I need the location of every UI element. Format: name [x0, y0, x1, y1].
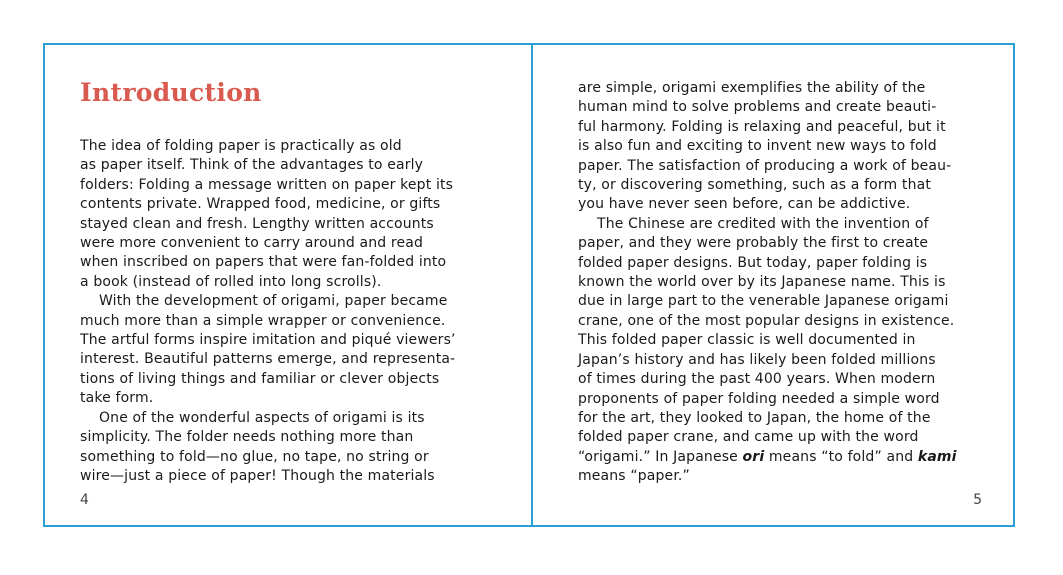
text-line: One of the wonderful aspects of origami is its — [99, 409, 425, 426]
text-line: Japan’s history and has likely been folded millions — [578, 351, 936, 368]
text-line: something to fold—no glue, no tape, no string or — [80, 448, 429, 465]
text-line: proponents of paper folding needed a simple word — [578, 390, 940, 407]
text-line: human mind to solve problems and create beauti- — [578, 99, 937, 116]
page-number-right: 5 — [973, 492, 982, 508]
text-run: “origami.” In Japanese — [578, 448, 743, 465]
text-line: paper. The satisfaction of producing a work of beau- — [578, 157, 952, 174]
left-page — [45, 45, 532, 525]
text-line: for the art, they looked to Japan, the home of the — [578, 409, 931, 426]
text-line: as paper itself. Think of the advantages to early — [80, 157, 424, 174]
text-line: much more than a simple wrapper or convenience. — [80, 312, 446, 329]
book-spread — [43, 43, 1015, 527]
text-line: contents private. Wrapped food, medicine, or gifts — [80, 196, 441, 213]
text-line: are simple, origami exemplifies the ability of the — [578, 80, 926, 96]
text-line: when inscribed on papers that were fan-folded into — [80, 254, 447, 271]
text-line: The Chinese are credited with the invention of — [597, 215, 929, 232]
right-page — [532, 45, 1013, 525]
text-line: interest. Beautiful patterns emerge, and representa- — [80, 351, 456, 368]
text-line: folded paper designs. But today, paper folding is — [578, 254, 928, 271]
text-line: paper, and they were probably the first to create — [578, 235, 929, 252]
text-line: tions of living things and familiar or clever objects — [80, 370, 440, 387]
right-page-body — [578, 79, 957, 487]
text-line: means “paper.” — [578, 468, 690, 485]
text-line: you have never seen before, can be addictive. — [578, 196, 911, 213]
text-line: simplicity. The folder needs nothing more than — [80, 429, 414, 446]
text-line: is also fun and exciting to invent new ways to fold — [578, 138, 937, 155]
text-line: take form. — [80, 390, 154, 407]
text-line: wire—just a piece of paper! Though the materials — [80, 467, 435, 484]
text-line: ful harmony. Folding is relaxing and peaceful, but it — [578, 118, 946, 135]
page-number-left: 4 — [80, 492, 89, 508]
text-line: of times during the past 400 years. When modern — [578, 371, 936, 388]
chapter-title: Introduction — [80, 78, 262, 107]
text-line: ty, or discovering something, such as a form that — [578, 177, 931, 194]
text-line: were more convenient to carry around and read — [80, 235, 424, 252]
text-line: known the world over by its Japanese name. This is — [578, 274, 946, 291]
text-line: stayed clean and fresh. Lengthy written accounts — [80, 215, 434, 232]
text-line: The idea of folding paper is practically as old — [80, 138, 402, 154]
text-line: The artful forms inspire imitation and piqué viewers’ — [80, 332, 456, 349]
text-line: folders: Folding a message written on paper kept its — [80, 176, 454, 193]
text-line: With the development of origami, paper became — [99, 293, 448, 310]
text-line: due in large part to the venerable Japanese origami — [578, 293, 949, 310]
text-line-terms — [578, 448, 957, 467]
term-kami: kami — [917, 448, 957, 465]
text-line: crane, one of the most popular designs in existence. — [578, 312, 955, 329]
text-line: a book (instead of rolled into long scrolls). — [80, 273, 382, 290]
term-ori: ori — [742, 448, 765, 465]
text-line: folded paper crane, and came up with the word — [578, 429, 919, 446]
text-run: means “to fold” and — [764, 448, 918, 465]
left-page-body — [80, 137, 456, 486]
text-line: This folded paper classic is well documented in — [578, 332, 916, 349]
